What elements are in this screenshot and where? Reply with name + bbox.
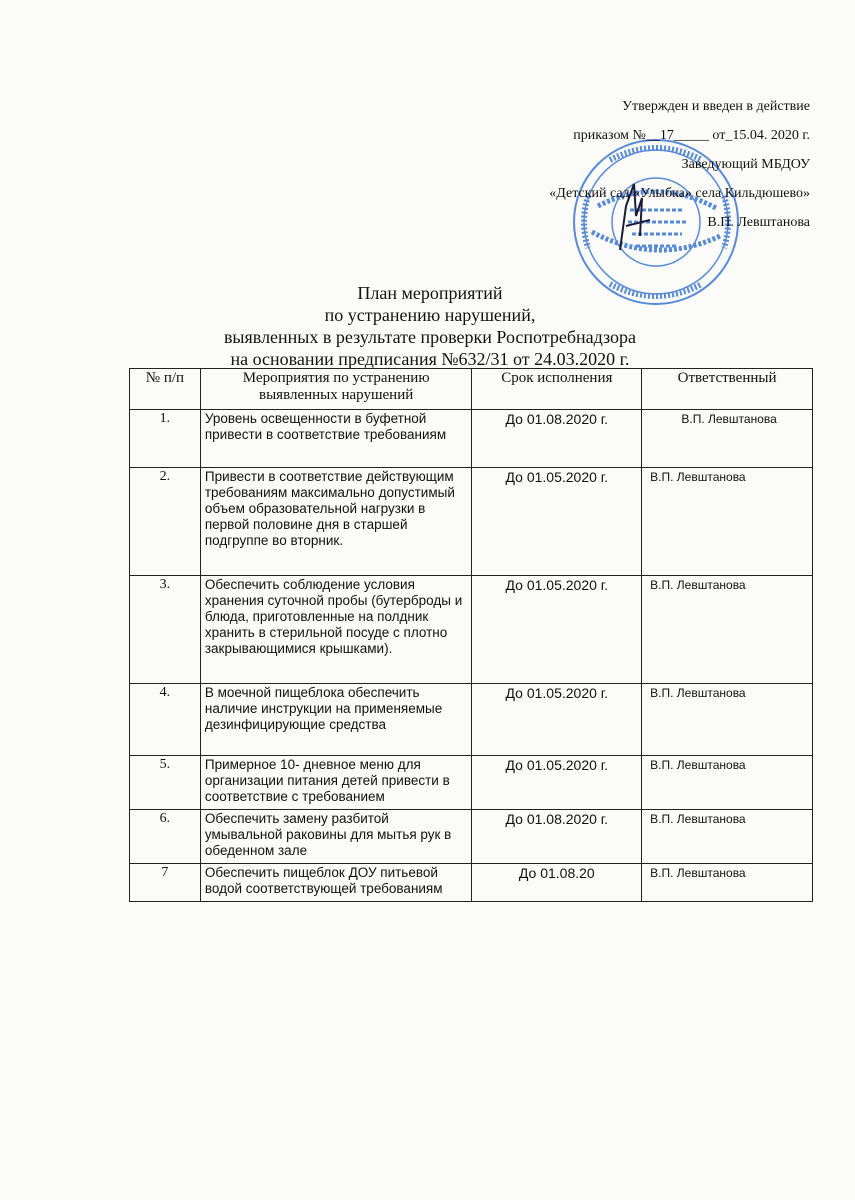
header-term: Срок исполнения: [472, 369, 642, 410]
row-num: 4.: [130, 684, 201, 756]
approval-order: приказом №__17_____ от_15.04. 2020 г.: [573, 128, 810, 143]
row-num: 3.: [130, 576, 201, 684]
row-term: До 01.08.2020 г.: [472, 410, 642, 468]
header-responsible: Ответственный: [642, 369, 813, 410]
row-term: До 01.05.2020 г.: [472, 684, 642, 756]
table-row: [130, 756, 813, 810]
row-responsible: В.П. Левштанова: [642, 576, 813, 684]
row-responsible: В.П. Левштанова: [642, 468, 813, 576]
row-num: 7: [130, 864, 201, 902]
row-num: 5.: [130, 756, 201, 810]
approval-position: Заведующий МБДОУ: [681, 157, 810, 172]
row-responsible: В.П. Левштанова: [642, 756, 813, 810]
title-line: выявленных в результате проверки Роспотребнадзора: [223, 327, 637, 347]
row-responsible: В.П. Левштанова: [642, 684, 813, 756]
measures-table: [129, 368, 813, 902]
table-header-row: [130, 369, 813, 410]
row-term: До 01.05.2020 г.: [472, 576, 642, 684]
approval-director-name: В.П. Левштанова: [707, 215, 810, 230]
row-num: 6.: [130, 810, 201, 864]
row-responsible: В.П. Левштанова: [642, 410, 813, 468]
row-term: До 01.08.2020 г.: [472, 810, 642, 864]
table-row: [130, 810, 813, 864]
row-term: До 01.05.2020 г.: [472, 468, 642, 576]
row-term: До 01.08.20: [472, 864, 642, 902]
row-measure: Примерное 10- дневное меню для организации питания детей привести в соответствие с требованием: [200, 756, 472, 810]
title-line: План мероприятий: [357, 283, 503, 303]
row-num: 2.: [130, 468, 201, 576]
table-row: [130, 576, 813, 684]
row-measure: Уровень освещенности в буфетной привести в соответствие требованиям: [200, 410, 472, 468]
table-row: [130, 410, 813, 468]
row-measure: Привести в соответствие действующим требованиям максимально допустимый объем образовательной нагрузки в первой половине дня в старшей подгруппе во вторник.: [200, 468, 472, 576]
document-title: [150, 282, 710, 370]
header-measure: Мероприятия по устранению выявленных нарушений: [200, 369, 472, 410]
title-line: по устранению нарушений,: [324, 305, 536, 325]
row-responsible: В.П. Левштанова: [642, 864, 813, 902]
approval-organization: «Детский сад «Улыбка» села Кильдюшево»: [549, 186, 810, 201]
approval-block: [390, 92, 810, 237]
row-measure: Обеспечить пищеблок ДОУ питьевой водой соответствующей требованиям: [200, 864, 472, 902]
row-term: До 01.05.2020 г.: [472, 756, 642, 810]
header-num: № п/п: [130, 369, 201, 410]
table-row: [130, 684, 813, 756]
row-responsible: В.П. Левштанова: [642, 810, 813, 864]
row-measure: Обеспечить замену разбитой умывальной раковины для мытья рук в обеденном зале: [200, 810, 472, 864]
row-measure: В моечной пищеблока обеспечить наличие инструкции на применяемые дезинфицирующие средства: [200, 684, 472, 756]
row-measure: Обеспечить соблюдение условия хранения суточной пробы (бутерброды и блюда, приготовленные на полдник хранить в стерильной посуде с плотно закрывающимися крышками).: [200, 576, 472, 684]
title-line: на основании предписания №632/31 от 24.03.2020 г.: [230, 349, 630, 369]
table-row: [130, 468, 813, 576]
table-row: [130, 864, 813, 902]
approval-heading: Утвержден и введен в действие: [622, 99, 810, 114]
row-num: 1.: [130, 410, 201, 468]
